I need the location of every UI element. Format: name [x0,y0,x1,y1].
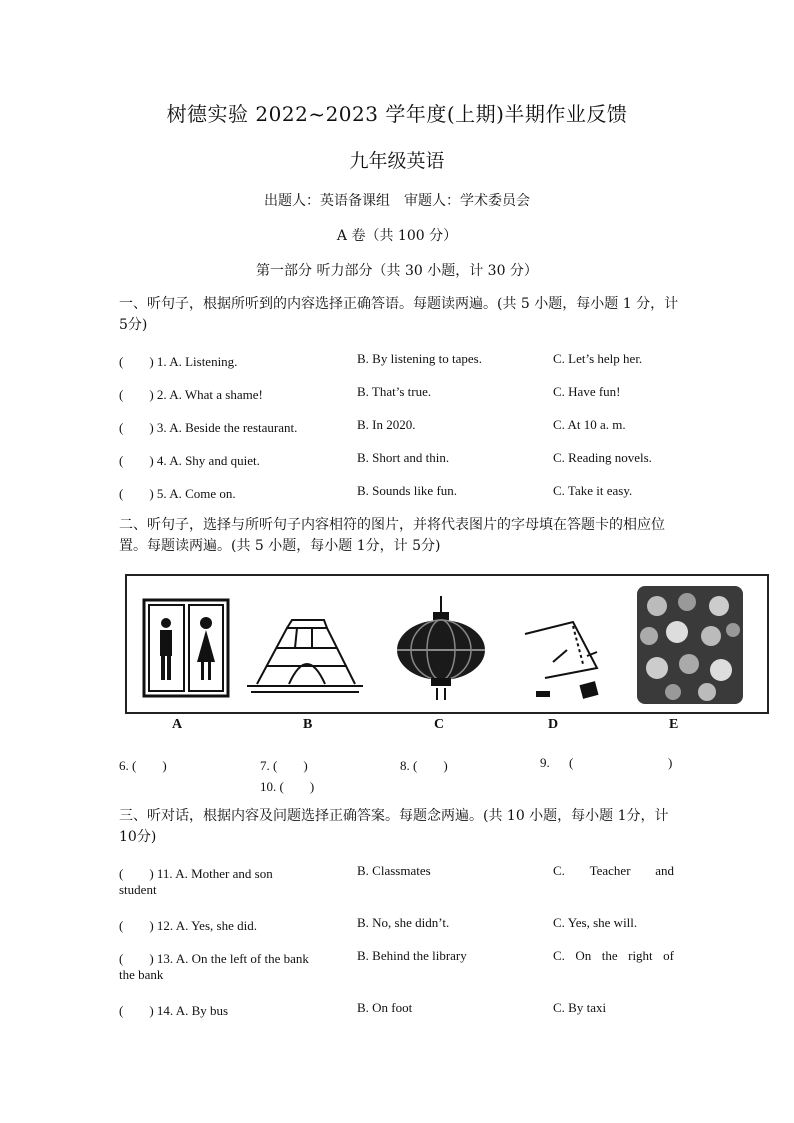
question-stem: ( ) 14. A. By bus [119,1003,229,1018]
picture-strip [125,574,769,714]
option-c-continuation: the bank [119,967,164,982]
answer-bracket-open-9: ( [569,755,574,770]
option-c: C. Yes, she will. [553,915,638,930]
option-c-part: C. [553,863,565,878]
option-c [553,863,674,879]
answer-bracket-close-9: ) [668,755,673,770]
option-b: B. Sounds like fun. [357,483,458,498]
option-b: B. In 2020. [357,417,416,432]
question-row [119,450,679,470]
option-c: C. At 10 a. m. [553,417,626,432]
answer-blank-8: 8. ( ) [400,758,448,773]
question-row [119,384,679,404]
question-stem: ( ) 11. A. Mother and son [119,866,273,881]
option-c: C. Take it easy. [553,483,633,498]
option-c-part: right [628,948,653,963]
question-row [119,1000,679,1020]
option-c-part: and [655,863,674,878]
food-photo-picture [637,586,743,704]
section2-instruction: 二、听句子，选择与所听句子内容相符的图片，并将代表图片的字母填在答题卡的相应位置。每题读两遍。(共 5 小题，每小题 1分，计 5分) [119,517,665,554]
sketch-picture [525,622,597,698]
answer-blank-6: 6. ( ) [119,758,167,773]
question-stem: ( ) 2. A. What a shame! [119,387,263,402]
option-c-part: the [601,948,618,963]
option-c-continuation: student [119,882,157,897]
paper-heading: A 卷（共 100 分） [336,228,458,244]
answer-blank-7: 7. ( ) [260,758,308,773]
option-c: C. Let’s help her. [553,351,643,366]
question-row [119,863,679,903]
question-stem: ( ) 13. A. On the left of the bank [119,951,309,966]
question-row [119,417,679,437]
option-c-part: of [663,948,674,963]
bridge-picture [247,620,363,692]
picture-label-d: D [548,717,559,732]
question-row [119,351,679,371]
picture-label-c: C [434,717,445,732]
question-stem: ( ) 4. A. Shy and quiet. [119,453,260,468]
option-c [553,948,674,964]
option-b: B. Behind the library [357,948,467,963]
option-c: C. By taxi [553,1000,607,1015]
answer-number-9: 9. [540,755,550,770]
option-b: B. That’s true. [357,384,432,399]
answer-blank-10: 10. ( ) [260,779,315,794]
question-stem: ( ) 1. A. Listening. [119,354,238,369]
option-b: B. Short and thin. [357,450,450,465]
question-row [119,483,679,503]
document-title: 树德实验 2022~2023 学年度(上期)半期作业反馈 [166,102,628,126]
lantern-picture [397,596,485,700]
section1-instruction: 一、听句子，根据所听到的内容选择正确答语。每题读两遍。(共 5 小题，每小题 1 分，计 5分) [119,296,679,333]
option-c: C. Reading novels. [553,450,652,465]
option-c-part: C. [553,948,565,963]
author-line: 出题人：英语备课组 审题人：学术委员会 [264,193,530,209]
picture-label-e: E [669,717,679,732]
question-row [119,948,679,988]
question-stem: ( ) 3. A. Beside the restaurant. [119,420,298,435]
option-b: B. On foot [357,1000,413,1015]
option-b: B. Classmates [357,863,431,878]
picture-strip-illustration [127,576,767,712]
part-heading: 第一部分 听力部分（共 30 小题，计 30 分） [256,263,538,279]
option-b: B. By listening to tapes. [357,351,482,366]
document-subtitle: 九年级英语 [349,150,445,172]
section3-instruction: 三、听对话，根据内容及问题选择正确答案。每题念两遍。(共 10 小题，每小题 1分，计 10分) [119,808,669,845]
question-stem: ( ) 5. A. Come on. [119,486,236,501]
picture-label-a: A [172,717,183,732]
question-stem: ( ) 12. A. Yes, she did. [119,918,257,933]
option-c-part: On [575,948,592,963]
option-b: B. No, she didn’t. [357,915,450,930]
picture-label-b: B [303,717,313,732]
question-row [119,915,679,935]
option-c-part: Teacher [589,863,631,878]
restroom-sign-picture [144,600,228,696]
option-c: C. Have fun! [553,384,621,399]
